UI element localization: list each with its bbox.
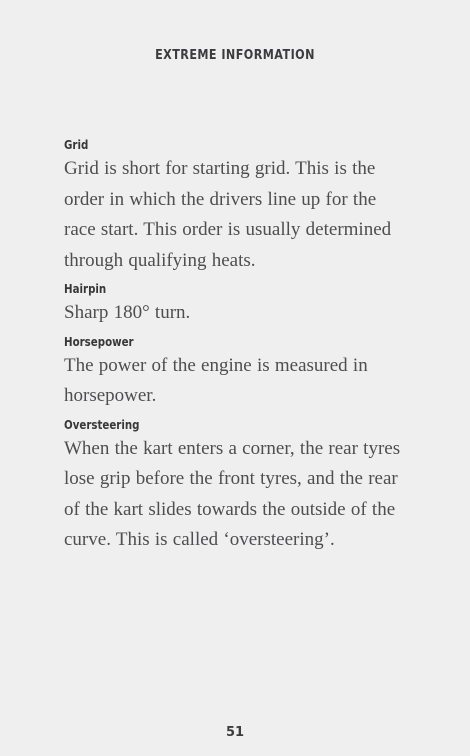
glossary-definition: Grid is short for starting grid. This is the order in which the drivers line up for the race start. This order is usually determined through qualifying heats.	[64, 158, 392, 271]
glossary-entry-oversteering	[64, 416, 404, 556]
page-number: 51	[225, 725, 245, 740]
running-head: EXTREME INFORMATION	[155, 48, 315, 63]
glossary-term: Grid	[64, 137, 89, 152]
glossary-term: Horsepower	[64, 333, 134, 349]
glossary-definition: Sharp 180° turn.	[64, 302, 191, 323]
glossary-entry-hairpin	[64, 280, 404, 329]
glossary-definition: The power of the engine is measured in horsepower.	[64, 354, 368, 406]
glossary-list	[64, 136, 404, 560]
glossary-entry-horsepower	[64, 333, 404, 412]
glossary-entry-grid	[64, 136, 404, 276]
glossary-term: Hairpin	[64, 281, 107, 296]
glossary-term: Oversteering	[64, 416, 140, 432]
glossary-definition: When the kart enters a corner, the rear tyres lose grip before the front tyres, and the rear of the kart slides towards the outside of the curve. This is called ‘oversteering’.	[64, 437, 401, 550]
